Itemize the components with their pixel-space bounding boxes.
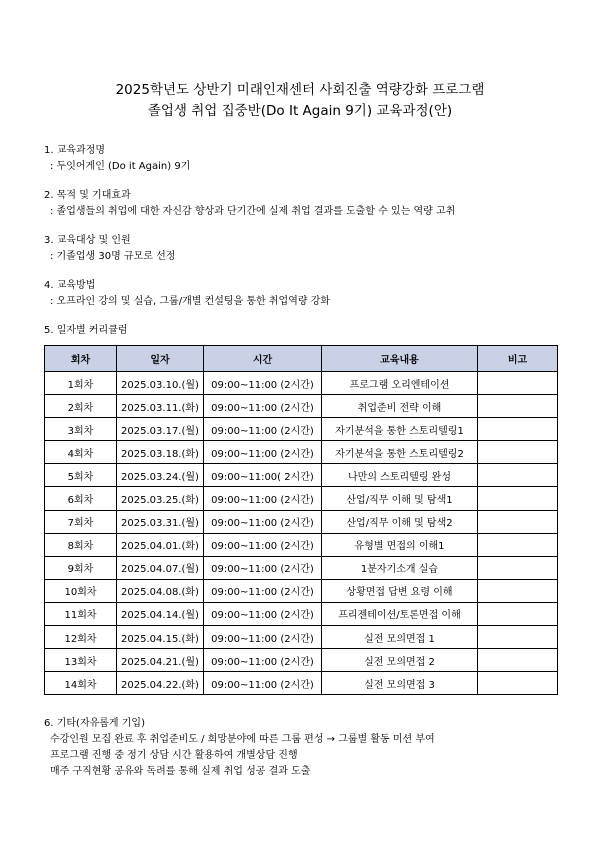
session-cell: 10회차 xyxy=(45,579,117,602)
content-cell: 산업/직무 이해 및 탐색2 xyxy=(322,510,478,533)
time-cell: 09:00~11:00 (2시간) xyxy=(204,579,322,602)
date-cell: 2025.04.08.(화) xyxy=(117,579,204,602)
session-cell: 2회차 xyxy=(45,395,117,418)
table-row xyxy=(45,372,558,395)
time-cell: 09:00~11:00 (2시간) xyxy=(204,395,322,418)
section-heading: 4. 교육방법 xyxy=(44,280,96,291)
date-cell: 2025.03.24.(월) xyxy=(117,464,204,487)
curriculum-rows xyxy=(45,372,558,695)
column-header: 교육내용 xyxy=(322,346,478,372)
table-row xyxy=(45,510,558,533)
table-row xyxy=(45,672,558,695)
table-row xyxy=(45,533,558,556)
date-cell: 2025.04.21.(월) xyxy=(117,649,204,672)
section-heading: 1. 교육과정명 xyxy=(44,145,106,156)
time-cell: 09:00~11:00 (2시간) xyxy=(204,441,322,464)
content-cell: 1분자기소개 실습 xyxy=(322,556,478,579)
session-cell: 7회차 xyxy=(45,510,117,533)
session-cell: 13회차 xyxy=(45,649,117,672)
time-cell: 09:00~11:00 (2시간) xyxy=(204,372,322,395)
content-cell: 나만의 스토리텔링 완성 xyxy=(322,464,478,487)
time-cell: 09:00~11:00 (2시간) xyxy=(204,418,322,441)
session-cell: 6회차 xyxy=(45,487,117,510)
content-cell: 실전 모의면접 2 xyxy=(322,649,478,672)
content-cell: 프리젠테이션/토론면접 이해 xyxy=(322,602,478,625)
column-header: 비고 xyxy=(478,346,558,372)
table-row xyxy=(45,626,558,649)
note-cell xyxy=(478,372,558,395)
session-cell: 4회차 xyxy=(45,441,117,464)
date-cell: 2025.03.31.(월) xyxy=(117,510,204,533)
note-cell xyxy=(478,602,558,625)
session-cell: 5회차 xyxy=(45,464,117,487)
table-row xyxy=(45,441,558,464)
section-heading: 6. 기타(자유롭게 기입) xyxy=(44,718,145,729)
time-cell: 09:00~11:00 (2시간) xyxy=(204,510,322,533)
time-cell: 09:00~11:00 (2시간) xyxy=(204,602,322,625)
table-row xyxy=(45,464,558,487)
date-cell: 2025.03.10.(월) xyxy=(117,372,204,395)
date-cell: 2025.03.11.(화) xyxy=(117,395,204,418)
time-cell: 09:00~11:00 (2시간) xyxy=(204,533,322,556)
table-row xyxy=(45,556,558,579)
time-cell: 09:00~11:00 (2시간) xyxy=(204,487,322,510)
session-cell: 11회차 xyxy=(45,602,117,625)
content-cell: 산업/직무 이해 및 탐색1 xyxy=(322,487,478,510)
section-curriculum-heading: 5. 일자별 커리큘럼 xyxy=(44,325,128,336)
session-cell: 8회차 xyxy=(45,533,117,556)
time-cell: 09:00~11:00 (2시간) xyxy=(204,626,322,649)
section-etc xyxy=(44,716,435,780)
note-cell xyxy=(478,556,558,579)
content-cell: 실전 모의면접 3 xyxy=(322,672,478,695)
note-cell xyxy=(478,672,558,695)
date-cell: 2025.04.01.(화) xyxy=(117,533,204,556)
date-cell: 2025.03.17.(월) xyxy=(117,418,204,441)
content-cell: 상황면접 답변 요령 이해 xyxy=(322,579,478,602)
etc-line: 프로그램 진행 중 정기 상담 시간 활용하여 개별상담 진행 xyxy=(50,750,298,761)
section-purpose xyxy=(44,188,455,220)
column-header: 회차 xyxy=(45,346,117,372)
document-title xyxy=(0,80,600,122)
content-cell: 유형별 면접의 이해1 xyxy=(322,533,478,556)
section-body: : 졸업생들의 취업에 대한 자신감 향상과 단기간에 실제 취업 결과를 도출할 수 있는 역량 고취 xyxy=(50,206,456,217)
etc-line: 수강인원 모집 완료 후 취업준비도 / 희망분야에 따른 그룹 편성 → 그룹별 활동 미션 부여 xyxy=(50,734,435,745)
time-cell: 09:00~11:00( 2시간) xyxy=(204,464,322,487)
note-cell xyxy=(478,464,558,487)
section-method xyxy=(44,278,330,310)
session-cell: 1회차 xyxy=(45,372,117,395)
note-cell xyxy=(478,487,558,510)
note-cell xyxy=(478,395,558,418)
time-cell: 09:00~11:00 (2시간) xyxy=(204,556,322,579)
section-body: : 두잇어게인 (Do it Again) 9기 xyxy=(50,161,191,172)
column-header: 시간 xyxy=(204,346,322,372)
section-heading: 3. 교육대상 및 인원 xyxy=(44,235,131,246)
session-cell: 3회차 xyxy=(45,418,117,441)
session-cell: 14회차 xyxy=(45,672,117,695)
session-cell: 9회차 xyxy=(45,556,117,579)
note-cell xyxy=(478,533,558,556)
table-row xyxy=(45,487,558,510)
section-heading: 2. 목적 및 기대효과 xyxy=(44,190,131,201)
date-cell: 2025.04.07.(월) xyxy=(117,556,204,579)
date-cell: 2025.04.15.(화) xyxy=(117,626,204,649)
note-cell xyxy=(478,418,558,441)
title-line-1: 2025학년도 상반기 미래인재센터 사회진출 역량강화 프로그램 xyxy=(115,82,485,98)
date-cell: 2025.03.25.(화) xyxy=(117,487,204,510)
table-row xyxy=(45,579,558,602)
date-cell: 2025.04.14.(월) xyxy=(117,602,204,625)
note-cell xyxy=(478,626,558,649)
note-cell xyxy=(478,441,558,464)
content-cell: 취업준비 전략 이해 xyxy=(322,395,478,418)
time-cell: 09:00~11:00 (2시간) xyxy=(204,672,322,695)
note-cell xyxy=(478,579,558,602)
section-body: : 오프라인 강의 및 실습, 그룹/개별 컨설팅을 통한 취업역량 강화 xyxy=(50,296,331,307)
etc-line: 매주 구직현황 공유와 독려를 통해 실제 취업 성공 결과 도출 xyxy=(50,766,311,777)
content-cell: 자기분석을 통한 스토리텔링1 xyxy=(322,418,478,441)
table-row xyxy=(45,649,558,672)
table-row xyxy=(45,395,558,418)
section-course-name xyxy=(44,143,190,175)
date-cell: 2025.03.18.(화) xyxy=(117,441,204,464)
section-body: : 기졸업생 30명 규모로 선정 xyxy=(50,251,176,262)
date-cell: 2025.04.22.(화) xyxy=(117,672,204,695)
table-row xyxy=(45,418,558,441)
content-cell: 실전 모의면접 1 xyxy=(322,626,478,649)
content-cell: 자기분석을 통한 스토리텔링2 xyxy=(322,441,478,464)
content-cell: 프로그램 오리엔테이션 xyxy=(322,372,478,395)
section-target xyxy=(44,233,175,265)
title-line-2: 졸업생 취업 집중반(Do It Again 9기) 교육과정(안) xyxy=(147,103,453,119)
session-cell: 12회차 xyxy=(45,626,117,649)
table-header-row xyxy=(45,346,558,372)
note-cell xyxy=(478,649,558,672)
curriculum-table xyxy=(44,345,558,695)
time-cell: 09:00~11:00 (2시간) xyxy=(204,649,322,672)
table-row xyxy=(45,602,558,625)
note-cell xyxy=(478,510,558,533)
column-header: 일자 xyxy=(117,346,204,372)
